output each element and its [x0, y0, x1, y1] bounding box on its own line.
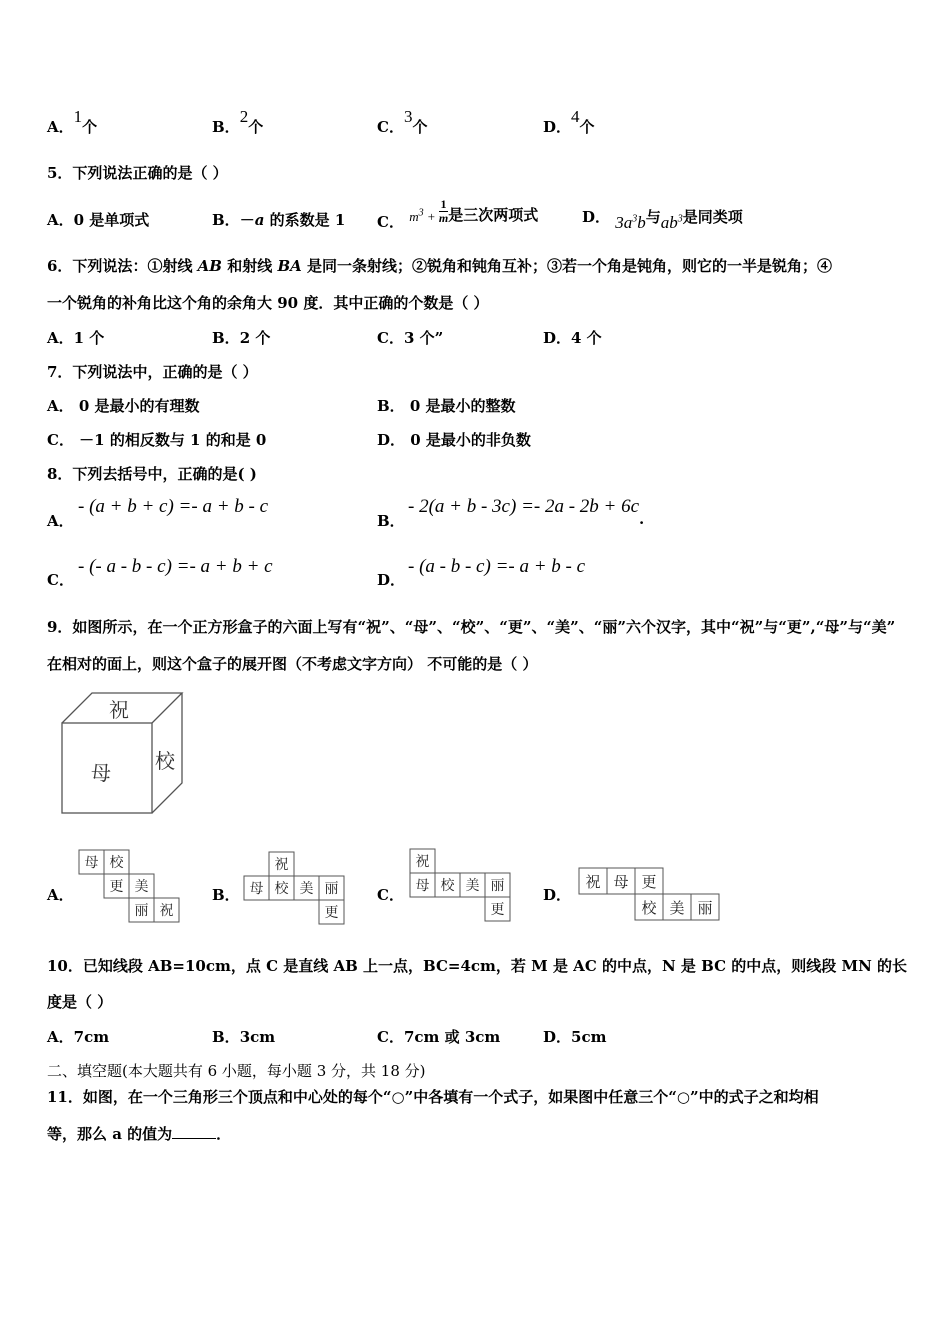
- q6-line1: 6．下列说法：①射线 AB 和射线 BA 是同一条射线；②锐角和钝角互补；③若一个角是钝角，则它的一半是锐角；④: [47, 257, 833, 275]
- net-b-cell: 祝: [274, 857, 289, 873]
- cube-figure: [55, 690, 190, 820]
- cube-right-char: 校: [155, 749, 175, 773]
- q10-line1: 10．已知线段 AB=10cm，点 C 是直线 AB 上一点，BC=4cm，若 M 是 AC 的中点，N 是 BC 的中点，则线段 MN 的长: [47, 957, 908, 975]
- q8-option-a-expr: - (a + b + c) =- a + b - c: [78, 496, 269, 517]
- q5-stem: 5．下列说法正确的是（ ）: [47, 164, 228, 182]
- q8-option-c-label: C．: [47, 571, 74, 589]
- q9-option-b: B．: [212, 886, 240, 904]
- q9-option-d: D．: [543, 886, 572, 904]
- q8-option-d-expr: - (a - b - c) =- a + b - c: [408, 556, 586, 577]
- q4-option-c: C．3个: [377, 107, 428, 136]
- q8-option-a-label: A．: [47, 512, 74, 530]
- q8-option-b-expr: - 2(a + b - 3c) =- 2a - 2b + 6c: [408, 496, 640, 517]
- answer-blank[interactable]: [172, 1138, 216, 1139]
- net-a: [78, 849, 183, 925]
- q10-option-c: C．7cm 或 3cm: [377, 1028, 501, 1046]
- net-d-cell: 母: [613, 873, 629, 891]
- q7-option-a: A． 0 是最小的有理数: [47, 397, 200, 415]
- q8-option-d-label: D．: [377, 571, 406, 589]
- net-a-cell: 美: [134, 879, 149, 895]
- q4-option-a: A．1个: [47, 107, 98, 136]
- net-c-cell: 美: [465, 878, 480, 894]
- q7-option-d: D． 0 是最小的非负数: [377, 431, 531, 449]
- q9-line1: 9．如图所示，在一个正方形盒子的六面上写有“祝”、“母”、“校”、“更”、“美”、“丽”六个汉字，其中“祝”与“更”,“母”与“美”: [47, 618, 896, 636]
- net-c-cell: 更: [490, 902, 505, 918]
- net-c-cell: 丽: [490, 878, 505, 894]
- net-c-cell: 母: [415, 878, 430, 894]
- net-b-cell: 更: [324, 905, 339, 921]
- q11-line2: 等，那么 a 的值为 ．: [47, 1125, 232, 1143]
- q4-option-d: D．4个: [543, 107, 595, 136]
- q6-option-c: C．3 个”: [377, 329, 444, 347]
- net-d-cell: 更: [641, 873, 657, 891]
- net-d-cell: 美: [669, 899, 685, 917]
- q7-option-b: B． 0 是最小的整数: [377, 397, 516, 415]
- q4-option-b: B．2个: [212, 107, 264, 136]
- q5-fraction: $\frac{1}{m}$: [438, 197, 449, 225]
- q5-option-c: C． $m^3$ + $\frac{1}{m}$ 是三次两项式: [377, 197, 539, 231]
- section-heading: 二、填空题(本大题共有 6 小题，每小题 3 分，共 18 分): [47, 1062, 426, 1080]
- q9-option-c: C．: [377, 886, 404, 904]
- net-c-cell: 祝: [415, 854, 430, 870]
- net-a-cell: 母: [84, 855, 99, 871]
- net-a-cell: 校: [109, 855, 124, 871]
- net-a-cell: 祝: [159, 903, 174, 919]
- q9-option-a: A．: [47, 886, 74, 904]
- q6-line2: 一个锐角的补角比这个角的余角大 90 度．其中正确的个数是（ ）: [47, 294, 489, 312]
- net-a-cell: 更: [109, 879, 124, 895]
- cube-top-char: 祝: [109, 698, 129, 722]
- net-d-cell: 祝: [585, 873, 601, 891]
- q11-line1: 11．如图，在一个三角形三个顶点和中心处的每个“○”中各填有一个式子，如果图中任意三个“○”中的式子之和均相: [47, 1088, 819, 1106]
- q10-option-b: B．3cm: [212, 1028, 276, 1046]
- q10-line2: 度是（ ）: [47, 993, 113, 1011]
- q5-option-a: A．0 是单项式: [47, 211, 150, 229]
- cube-front-char: 母: [91, 761, 111, 785]
- net-b: [243, 851, 347, 925]
- q10-option-a: A．7cm: [47, 1028, 110, 1046]
- net-b-cell: 母: [249, 881, 264, 897]
- q6-option-b: B．2 个: [212, 329, 271, 347]
- net-b-cell: 丽: [324, 881, 339, 897]
- net-c: [409, 848, 513, 924]
- q9-line2: 在相对的面上，则这个盒子的展开图（不考虑文字方向） 不可能的是（ ）: [47, 655, 538, 673]
- q6-option-a: A．1 个: [47, 329, 105, 347]
- net-d-cell: 丽: [697, 899, 713, 917]
- q10-option-d: D．5cm: [543, 1028, 607, 1046]
- net-b-cell: 校: [274, 881, 289, 897]
- q7-stem: 7．下列说法中，正确的是（ ）: [47, 363, 258, 381]
- net-a-cell: 丽: [134, 903, 149, 919]
- net-d: [578, 867, 720, 925]
- net-b-cell: 美: [299, 881, 314, 897]
- q8-option-b-tail: .: [639, 510, 645, 528]
- q8-stem: 8．下列去括号中，正确的是( ): [47, 465, 257, 483]
- q6-option-d: D．4 个: [543, 329, 602, 347]
- q8-option-b-label: B．: [377, 512, 405, 530]
- q5-option-d: D． $3a^3b$与$ab^3$是同类项: [582, 208, 743, 232]
- q5-option-b: B．－a 的系数是 1: [212, 211, 346, 229]
- net-d-cell: 校: [641, 899, 657, 917]
- net-c-cell: 校: [440, 878, 455, 894]
- q7-option-c: C． －1 的相反数与 1 的和是 0: [47, 431, 267, 449]
- q8-option-c-expr: - (- a - b - c) =- a + b + c: [78, 556, 273, 577]
